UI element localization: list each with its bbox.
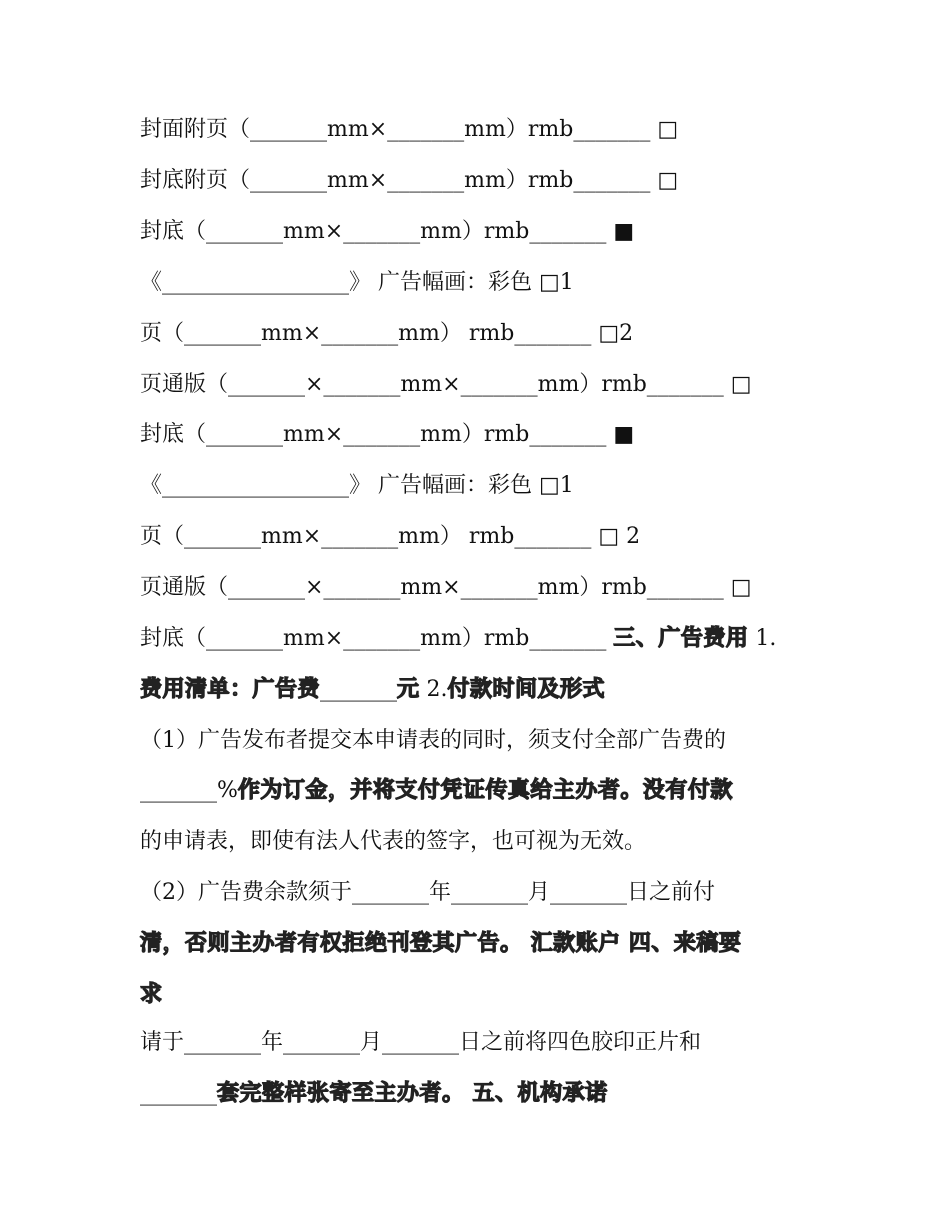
line-text: 1. [748, 626, 777, 651]
line-samples [140, 1079, 820, 1109]
line-text: 页（_______mm×_______mm） rmb_______ □2 [140, 321, 634, 346]
line-text: 封底（_______mm×_______mm）rmb_______ [140, 626, 614, 651]
line-invalid-form [140, 827, 820, 857]
line-remittance [140, 929, 820, 959]
line-ad-size-color-2 [140, 471, 820, 501]
line-text: 封面附页（_______mm×_______mm）rmb_______ □ [140, 117, 679, 142]
line-text: 的申请表，即使有法人代表的签字，也可视为无效。 [140, 829, 647, 854]
line-text: 封底附页（_______mm×_______mm）rmb_______ □ [140, 168, 679, 193]
line-page-size-2 [140, 522, 820, 552]
line-spread-2 [140, 573, 820, 603]
line-page-size [140, 319, 820, 349]
line-text: _______ [320, 677, 398, 702]
line-back-cover-insert [140, 166, 820, 196]
line-text: （2）广告费余款须于_______年_______月_______日之前付 [140, 880, 715, 905]
outlined-text: 求 [140, 982, 163, 1007]
line-text: 2. [419, 677, 448, 702]
outlined-text: 作为订金，并将支付凭证传真给主办者。没有付款 [237, 778, 733, 803]
heading-yuan: 元 [397, 677, 420, 702]
heading-fee-list: 费用清单：广告费 [140, 677, 321, 702]
heading-payment-method: 付款时间及形式 [447, 677, 606, 702]
line-clause-2 [140, 878, 820, 908]
line-deposit [140, 776, 820, 806]
section-heading-fees: 三、广告费用 [613, 626, 749, 651]
line-clause-1 [140, 726, 820, 756]
line-spread [140, 370, 820, 400]
line-back-cover-fees-heading [140, 624, 820, 654]
line-text: 封底（_______mm×_______mm）rmb_______ ■ [140, 422, 635, 447]
line-cover-insert [140, 115, 820, 145]
line-text: _______% [140, 778, 238, 803]
line-text: （1）广告发布者提交本申请表的同时，须支付全部广告费的 [140, 728, 726, 753]
line-text: 《_________________》 广告幅画：彩色 □1 [140, 270, 574, 295]
line-text: 页通版（_______×_______mm×_______mm）rmb_______ □ [140, 575, 752, 600]
line-text: _______ [140, 1081, 217, 1106]
line-ad-size-color [140, 268, 820, 298]
line-text: 页（_______mm×_______mm） rmb_______ □ 2 [140, 524, 641, 549]
line-text: 页通版（_______×_______mm×_______mm）rmb_______ □ [140, 372, 752, 397]
line-back-cover-2 [140, 420, 820, 450]
outlined-text: 清，否则主办者有权拒绝刊登其广告。 汇款账户 四、来稿要 [140, 931, 742, 956]
line-submission-date [140, 1028, 820, 1058]
line-back-cover [140, 217, 820, 247]
line-requirement-cont [140, 980, 820, 1010]
line-fee-list [140, 675, 820, 705]
line-text: 封底（_______mm×_______mm）rmb_______ ■ [140, 219, 635, 244]
line-text: 《_________________》 广告幅画：彩色 □1 [140, 473, 574, 498]
outlined-text: 套完整样张寄至主办者。 五、机构承诺 [217, 1081, 608, 1106]
line-text: 请于_______年_______月_______日之前将四色胶印正片和 [140, 1030, 702, 1055]
